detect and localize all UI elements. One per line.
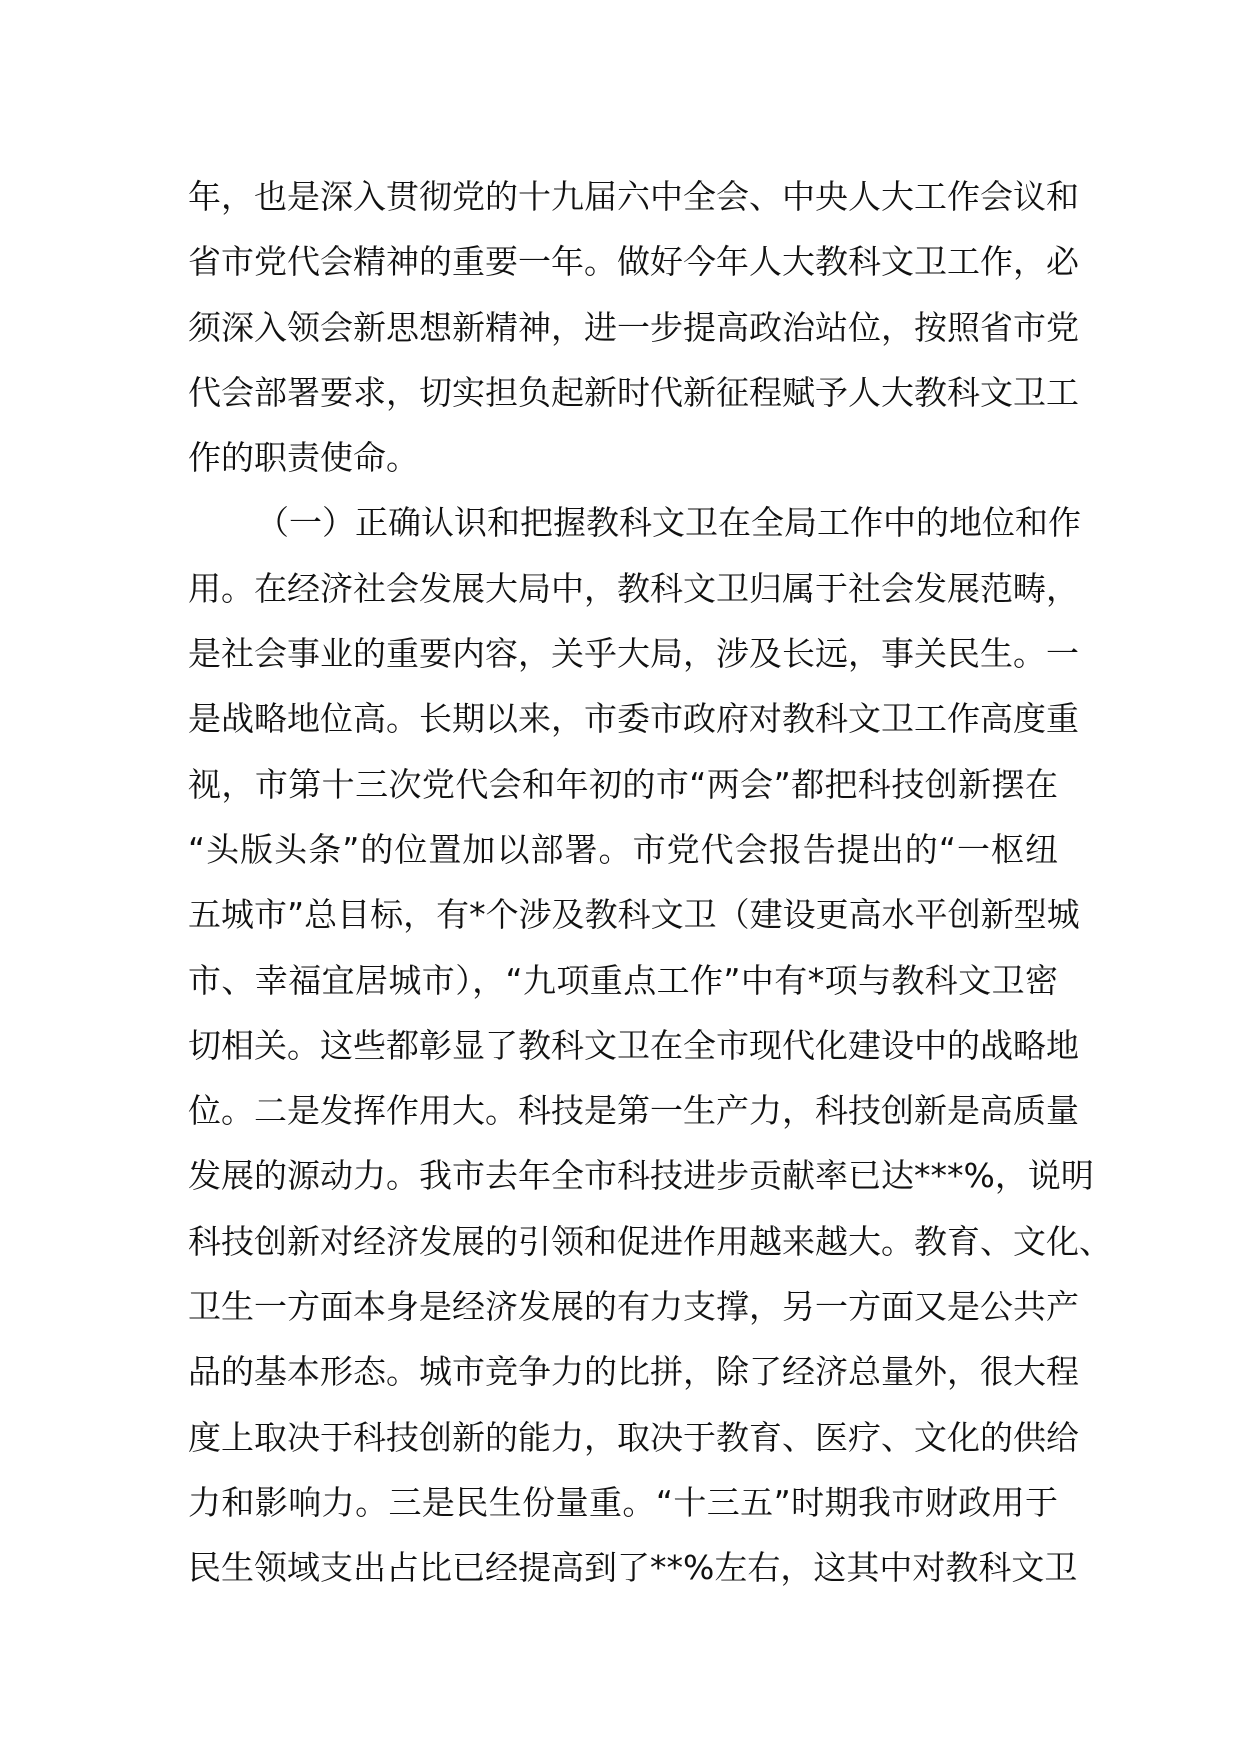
text-line: 发展的源动力。我市去年全市科技进步贡献率已达***%，说明	[188, 1156, 1094, 1196]
text-line: “头版头条”的位置加以部署。市党代会报告提出的“一枢纽	[188, 829, 1058, 869]
text-line: 切相关。这些都彰显了教科文卫在全市现代化建设中的战略地	[188, 1025, 1079, 1065]
text-line: 作的职责使命。	[188, 438, 419, 478]
text-line: 品的基本形态。城市竞争力的比拼，除了经济总量外，很大程	[188, 1352, 1079, 1392]
body-text	[188, 164, 1112, 1601]
text-line: 卫生一方面本身是经济发展的有力支撑，另一方面又是公共产	[188, 1287, 1079, 1327]
text-line: 代会部署要求，切实担负起新时代新征程赋予人大教科文卫工	[188, 372, 1079, 412]
paragraph-2	[188, 490, 1112, 1600]
text-line: 位。二是发挥作用大。科技是第一生产力，科技创新是高质量	[188, 1091, 1079, 1131]
text-line: 度上取决于科技创新的能力，取决于教育、医疗、文化的供给	[188, 1417, 1079, 1457]
text-line: 视，市第十三次党代会和年初的市“两会”都把科技创新摆在	[188, 764, 1058, 804]
text-line: 年，也是深入贯彻党的十九届六中全会、中央人大工作会议和	[188, 177, 1079, 216]
text-line: 省市党代会精神的重要一年。做好今年人大教科文卫工作，必	[188, 242, 1079, 282]
text-line: 力和影响力。三是民生份量重。“十三五”时期我市财政用于	[188, 1482, 1058, 1522]
paragraph-1	[188, 164, 1079, 490]
text-line: 是社会事业的重要内容，关乎大局，涉及长远，事关民生。一	[188, 634, 1079, 674]
text-line: 用。在经济社会发展大局中，教科文卫归属于社会发展范畴，	[188, 568, 1079, 608]
text-line: 市、幸福宜居城市），“九项重点工作”中有*项与教科文卫密	[188, 960, 1058, 1000]
text-line: 科技创新对经济发展的引领和促进作用越来越大。教育、文化、	[188, 1221, 1112, 1261]
text-line: 是战略地位高。长期以来，市委市政府对教科文卫工作高度重	[188, 699, 1079, 739]
text-line: 民生领域支出占比已经提高到了**%左右，这其中对教科文卫	[188, 1548, 1078, 1588]
section-heading-line: （一）正确认识和把握教科文卫在全局工作中的地位和作	[256, 503, 1081, 543]
text-line: 须深入领会新思想新精神，进一步提高政治站位，按照省市党	[188, 307, 1079, 347]
text-line: 五城市”总目标，有*个涉及教科文卫（建设更高水平创新型城	[188, 895, 1080, 935]
